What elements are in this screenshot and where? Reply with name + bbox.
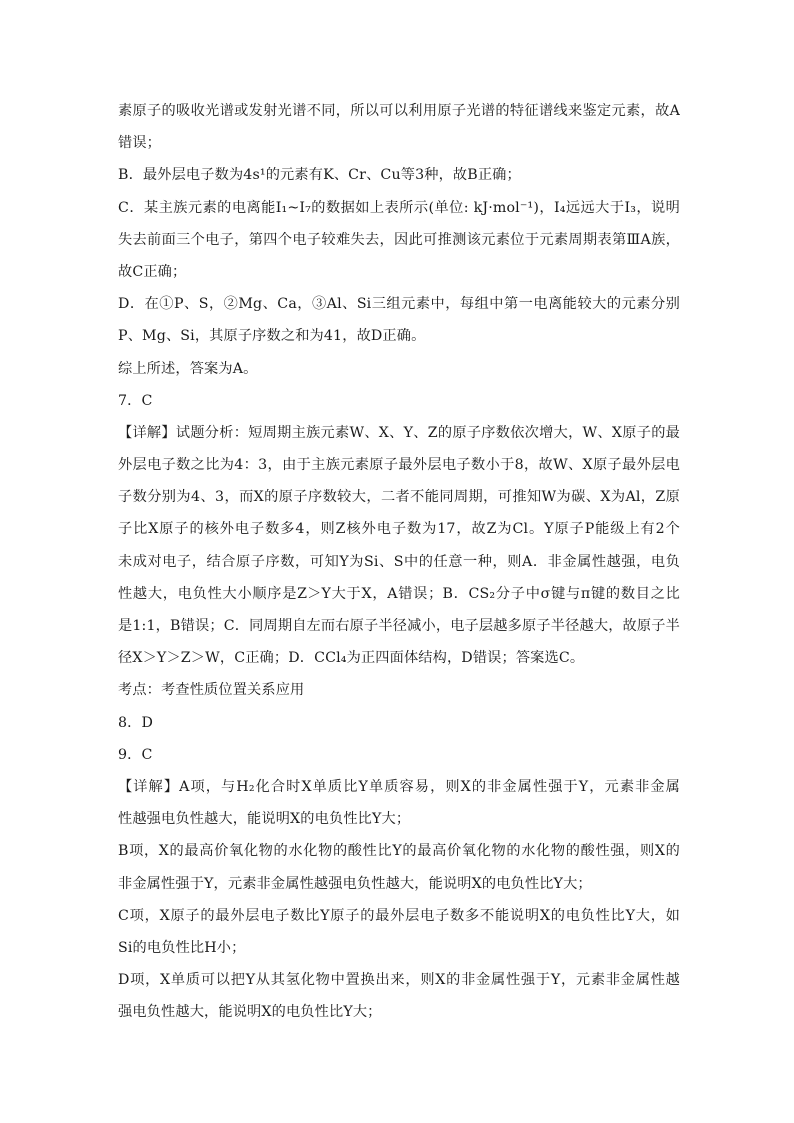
text-line: D项，X单质可以把Y从其氢化物中置换出来，则X的非金属性强于Y，元素非金属性越 — [118, 972, 680, 989]
text-line: 是1:1，B错误；C．同周期自左而右原子半径减小，电子层越多原子半径越大，故原子半 — [118, 618, 680, 634]
text-line: D．在①P、S，②Mg、Ca，③Al、Si三组元素中，每组中第一电离能较大的元素分别 — [118, 296, 680, 313]
text-line: 考点：考查性质位置关系应用 — [118, 682, 305, 699]
text-line: 径X＞Y＞Z＞W，C正确；D．CCl₄为正四面体结构，D错误；答案选C。 — [118, 650, 585, 667]
text-line: P、Mg、Si，其原子序数之和为41，故D正确。 — [118, 328, 426, 345]
text-line: 子数分别为4、3，而X的原子序数较大，二者不能同周期，可推知W为碳、X为Al，Z原 — [118, 489, 680, 506]
question-number: 7．C — [118, 392, 153, 409]
question-number: 8．D — [118, 714, 154, 731]
text-line: 性越强电负性越大，能说明X的电负性比Y大； — [118, 811, 411, 828]
text-line: 子比X原子的核外电子数多4，则Z核外电子数为17，故Z为Cl。Y原子P能级上有2个 — [118, 521, 680, 538]
text-line: 素原子的吸收光谱或发射光谱不同，所以可以利用原子光谱的特征谱线来鉴定元素，故A — [118, 103, 680, 119]
document-body — [118, 95, 680, 1028]
text-line: 综上所述，答案为A。 — [118, 360, 258, 377]
text-line: 未成对电子，结合原子序数，可知Y为Si、S中的任意一种，则A．非金属性越强，电负 — [118, 553, 680, 570]
text-line: 故C正确； — [118, 263, 187, 280]
text-line: C项，X原子的最外层电子数比Y原子的最外层电子数多不能说明X的电负性比Y大，如 — [118, 907, 680, 924]
text-line: 【详解】A项，与H₂化合时X单质比Y单质容易，则X的非金属性强于Y，元素非金属 — [118, 778, 680, 795]
text-line: Si的电负性比H小； — [118, 939, 246, 956]
text-line: C．某主族元素的电离能I₁~I₇的数据如上表所示(单位: kJ·mol⁻¹)，I₄远远大于I₃，说明 — [118, 199, 680, 216]
text-line: B．最外层电子数为4s¹的元素有K、Cr、Cu等3种，故B正确； — [118, 167, 521, 184]
text-line: 错误； — [118, 135, 162, 152]
text-line: 性越大，电负性大小顺序是Z＞Y大于X，A错误；B．CS₂分子中σ键与π键的数目之比 — [118, 585, 680, 602]
text-line: 强电负性越大，能说明X的电负性比Y大； — [118, 1004, 382, 1021]
text-line: 外层电子数之比为4：3，由于主族元素原子最外层电子数小于8，故W、X原子最外层电 — [118, 457, 680, 474]
text-line: 【详解】试题分析：短周期主族元素W、X、Y、Z的原子序数依次增大，W、X原子的最 — [118, 424, 680, 441]
question-number: 9．C — [118, 746, 153, 763]
text-line: 非金属性强于Y，元素非金属性越强电负性越大，能说明X的电负性比Y大； — [118, 875, 592, 892]
text-line: B项，X的最高价氧化物的水化物的酸性比Y的最高价氧化物的水化物的酸性强，则X的 — [118, 843, 680, 860]
text-line: 失去前面三个电子，第四个电子较难失去，因此可推测该元素位于元素周期表第ⅢA族， — [118, 231, 680, 248]
